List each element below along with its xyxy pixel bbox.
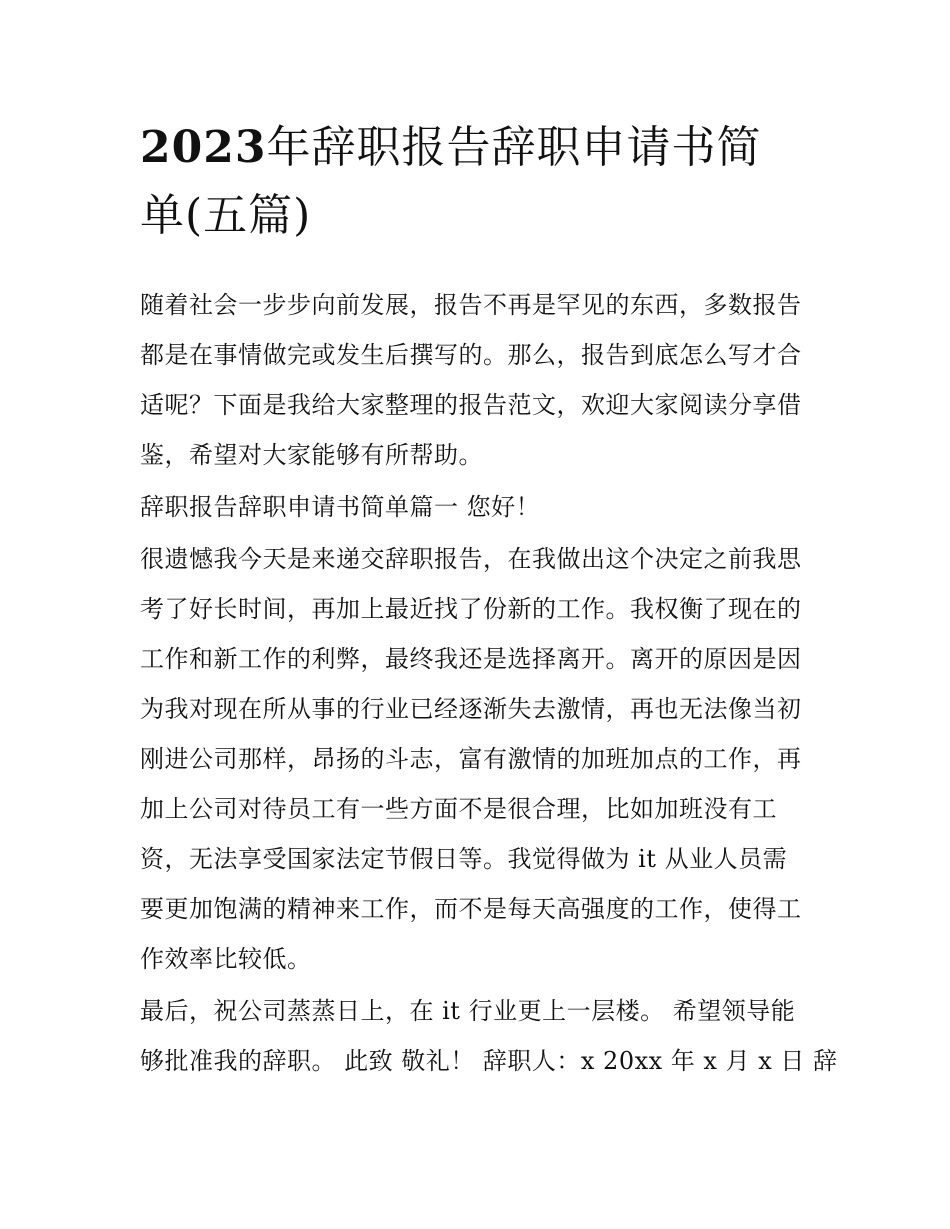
document-title xyxy=(140,114,820,250)
title-line-1 xyxy=(140,114,820,182)
text-line: 都是在事情做完或发生后撰写的。那么，报告到底怎么写才合 xyxy=(140,341,802,369)
text-line: 资，无法享受国家法定节假日等。我觉得做为 it 从业人员需 xyxy=(140,845,788,873)
text-line: 加上公司对待员工有一些方面不是很合理，比如加班没有工 xyxy=(140,795,777,823)
paragraph-main xyxy=(140,534,820,984)
text-line: 考了好长时间，再加上最近找了份新的工作。我权衡了现在的 xyxy=(140,595,802,623)
title-line-2: 单(五篇) xyxy=(140,190,312,241)
text-line: 工作和新工作的利弊，最终我还是选择离开。离开的原因是因 xyxy=(140,645,802,673)
text-line: 很遗憾我今天是来递交辞职报告，在我做出这个决定之前我思 xyxy=(140,545,802,573)
paragraph-intro xyxy=(140,280,820,480)
text-line: 适呢？下面是我给大家整理的报告范文，欢迎大家阅读分享借 xyxy=(140,391,802,419)
paragraph-closing xyxy=(140,986,838,1086)
text-line: 作效率比较低。 xyxy=(140,945,312,973)
title-line-1-text: 年辞职报告辞职申请书简 xyxy=(266,122,762,173)
document-body xyxy=(140,280,838,1086)
text-line: 刚进公司那样，昂扬的斗志，富有激情的加班加点的工作，再 xyxy=(140,745,802,773)
text-line: 最后，祝公司蒸蒸日上，在 it 行业更上一层楼。 希望领导能 xyxy=(140,997,796,1025)
text-line: 要更加饱满的精神来工作，而不是每天高强度的工作，使得工 xyxy=(140,895,802,923)
text-line: 随着社会一步步向前发展，报告不再是罕见的东西，多数报告 xyxy=(140,291,802,319)
paragraph-section-heading xyxy=(140,482,820,532)
text-line: 为我对现在所从事的行业已经逐渐失去激情，再也无法像当初 xyxy=(140,695,802,723)
text-line: 够批准我的辞职。 此致 敬礼！ 辞职人：x 20xx 年 x 月 x 日 辞 xyxy=(140,1047,838,1075)
title-year: 2023 xyxy=(140,122,267,173)
text-line: 鉴，希望对大家能够有所帮助。 xyxy=(140,441,483,469)
text-line: 辞职报告辞职申请书简单篇一 您好！ xyxy=(140,493,541,521)
